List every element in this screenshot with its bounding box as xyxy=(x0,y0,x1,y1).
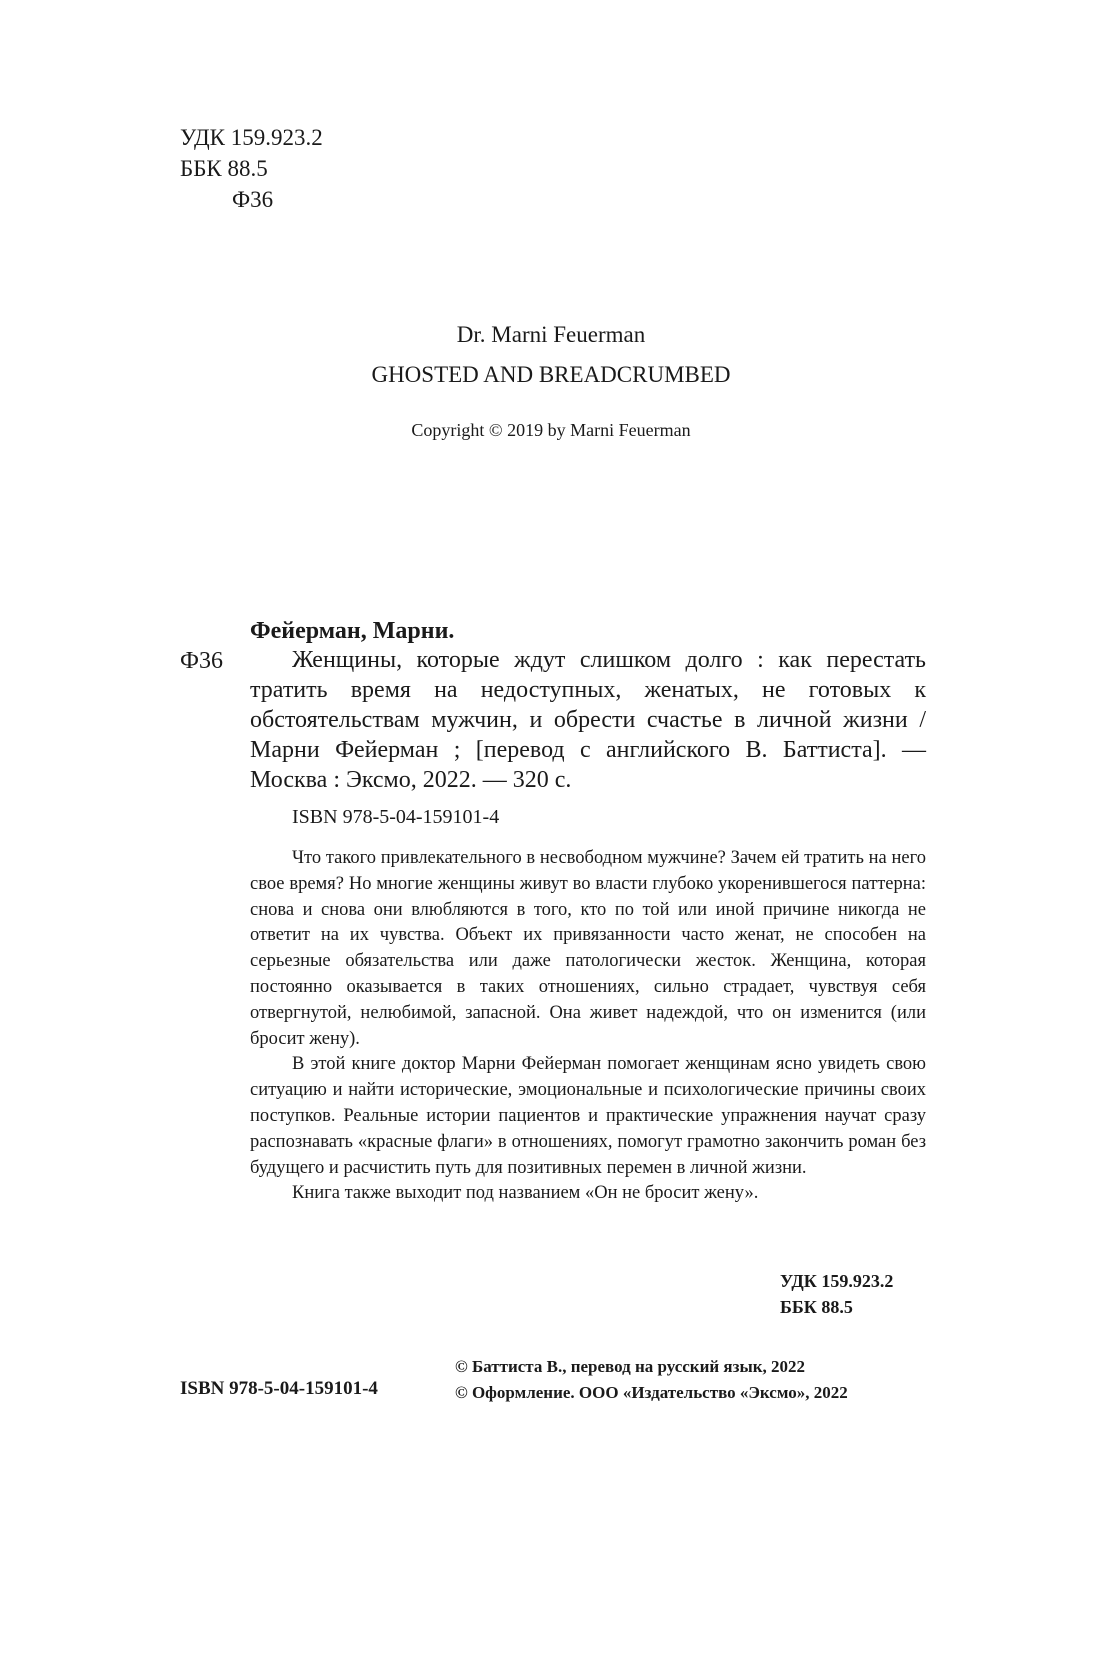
catalog-isbn: ISBN 978-5-04-159101-4 xyxy=(292,806,500,828)
annotation-paragraph: Что такого привлекательного в несвободном мужчине? Зачем ей тратить на него свое время? Но многие женщины живут во власти глубоко укоренившегося паттерна: снова и снова они влюбляются в того, кто по той или иной причине никогда не ответит на их чувства. Объект их привязанности часто женат, не способен на серьезные обязательства или даже патологически жесток. Женщина, которая постоянно оказывается в таких отношениях, сильно страдает, чувствуя себя отвергнутой, нелюбимой, запасной. Она живет надеждой, что он изменится (или бросит жену). xyxy=(250,848,926,1049)
design-rights: © Оформление. ООО «Издательство «Эксмо», 2022 xyxy=(455,1383,848,1402)
catalog-bbk: ББК 88.5 xyxy=(780,1297,853,1317)
annotation xyxy=(250,846,926,1207)
footer-isbn: ISBN 978-5-04-159101-4 xyxy=(180,1378,378,1399)
catalog-author-heading: Фейерман, Марни. xyxy=(250,618,455,644)
author-code: Ф36 xyxy=(232,187,274,212)
original-copyright: Copyright © 2019 by Marni Feuerman xyxy=(411,420,691,440)
original-author: Dr. Marni Feuerman xyxy=(456,322,646,347)
rights-notice xyxy=(455,1354,848,1406)
udk-code: УДК 159.923.2 xyxy=(180,125,323,150)
catalog-udk: УДК 159.923.2 xyxy=(780,1271,894,1291)
bibliographic-description: Женщины, которые ждут слишком долго : как перестать тратить время на недоступных, женатых, не готовых к обстоятельствам мужчин, и обрести счастье в личной жизни / Марни Фейерман ; [перевод с английского В. Баттиста]. — Москва : Эксмо, 2022. — 320 с. xyxy=(250,647,926,793)
annotation-paragraph: Книга также выходит под названием «Он не бросит жену». xyxy=(292,1183,759,1204)
classification-codes xyxy=(180,122,323,215)
translation-rights: © Баттиста В., перевод на русский язык, 2022 xyxy=(455,1357,806,1376)
original-title: GHOSTED AND BREADCRUMBED xyxy=(371,362,731,387)
catalog-classification xyxy=(780,1268,926,1320)
annotation-paragraph: В этой книге доктор Марни Фейерман помогает женщинам ясно увидеть свою ситуацию и найти исторические, эмоциональные и психологические причины своих поступков. Реальные истории пациентов и практические упражнения научат сразу распознавать «красные флаги» в отношениях, помогут грамотно закончить роман без будущего и расчистить путь для позитивных перемен в личной жизни. xyxy=(250,1054,926,1178)
bbk-code: ББК 88.5 xyxy=(180,156,268,181)
catalog-author-code: Ф36 xyxy=(180,648,223,674)
